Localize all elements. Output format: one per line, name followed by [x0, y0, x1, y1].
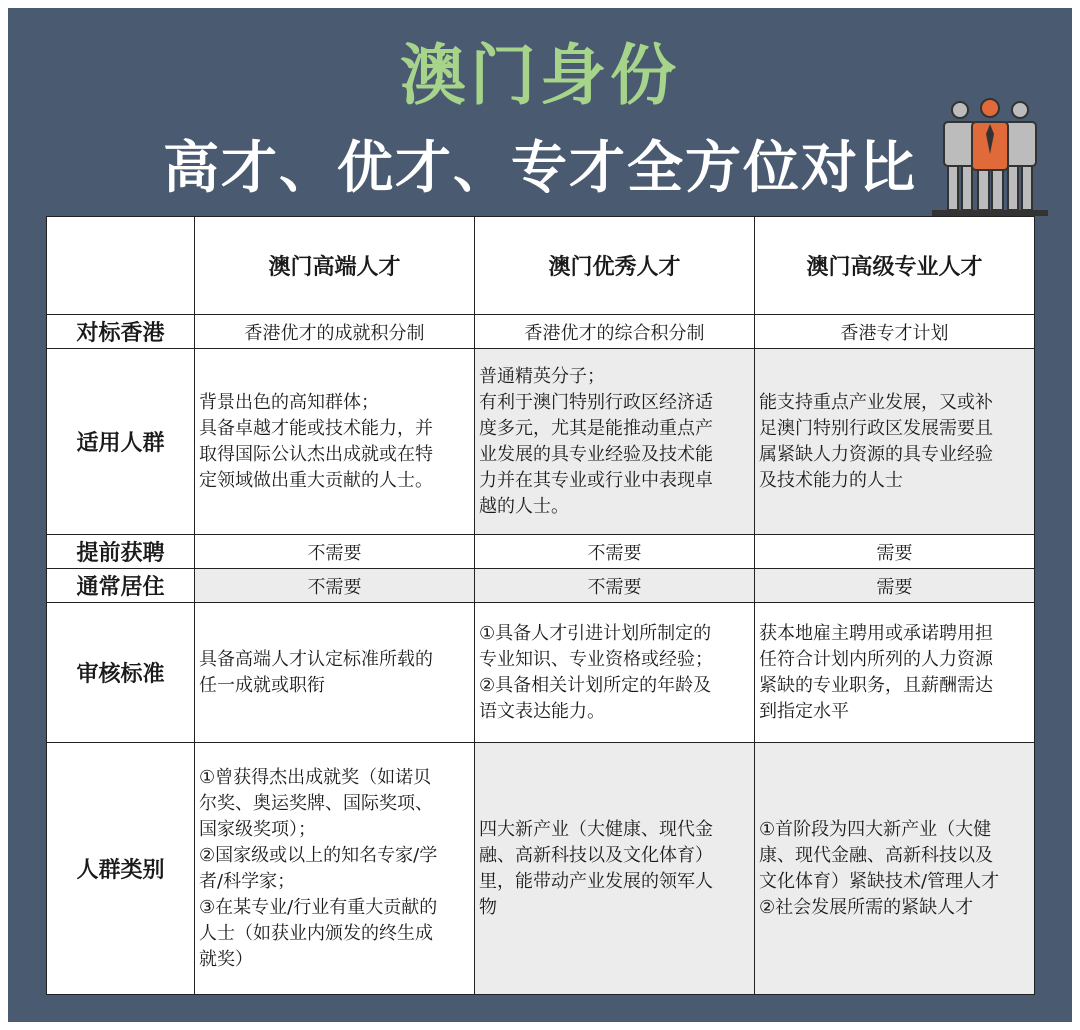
table-cell	[195, 743, 475, 995]
table-cell: 不需要	[195, 535, 475, 569]
table-cell: 不需要	[475, 569, 755, 603]
table-cell	[755, 349, 1035, 535]
cell-line: 属紧缺人力资源的具专业经验	[759, 443, 993, 465]
table-cell: 不需要	[475, 535, 755, 569]
cell-line: 语文表达能力。	[479, 700, 605, 722]
cell-line: 背景出色的高知群体；	[199, 391, 379, 413]
cell-line: 任符合计划内所列的人力资源	[759, 648, 993, 670]
cell-line: 康、现代金融、高新科技以及	[759, 844, 993, 866]
cell-line: 获本地雇主聘用或承诺聘用担	[759, 622, 993, 644]
cell-line: 业发展的具专业经验及技术能	[479, 443, 713, 465]
cell-line: ③在某专业/行业有重大贡献的	[199, 896, 438, 918]
table-row	[47, 569, 1035, 603]
cell-line: 四大新产业（大健康、现代金	[479, 818, 713, 840]
cell-line: ①首阶段为四大新产业（大健	[759, 818, 992, 840]
cell-line: 具备卓越才能或技术能力，并	[199, 417, 433, 439]
cell-line: 紧缺的专业职务，且薪酬需达	[759, 674, 993, 696]
row-label: 对标香港	[47, 315, 195, 349]
table-cell	[195, 349, 475, 535]
table-cell: 不需要	[195, 569, 475, 603]
people-group-icon	[932, 98, 1048, 216]
cell-line: ②社会发展所需的紧缺人才	[759, 896, 974, 918]
cell-line: 到指定水平	[759, 700, 849, 722]
cell-line: 人士（如获业内颁发的终生成	[199, 922, 433, 944]
table-cell: 香港专才计划	[755, 315, 1035, 349]
table-cell	[475, 349, 755, 535]
table-cell: 需要	[755, 535, 1035, 569]
cell-line: 及技术能力的人士	[759, 469, 903, 491]
cell-line: 定领域做出重大贡献的人士。	[199, 469, 433, 491]
cell-line: ②国家级或以上的知名专家/学	[199, 844, 438, 866]
header-excellent-talent: 澳门优秀人才	[475, 217, 755, 315]
table-row	[47, 349, 1035, 535]
comparison-table	[46, 216, 1035, 995]
cell-line: 能支持重点产业发展，又或补	[759, 391, 993, 413]
row-label: 提前获聘	[47, 535, 195, 569]
cell-line: 越的人士。	[479, 495, 569, 517]
cell-line: 物	[479, 896, 497, 918]
table-cell: 香港优才的成就积分制	[195, 315, 475, 349]
cell-line: ①具备人才引进计划所制定的	[479, 622, 712, 644]
table-cell	[195, 603, 475, 743]
cell-line: 力并在其专业或行业中表现卓	[479, 469, 713, 491]
table-row	[47, 743, 1035, 995]
page-subtitle: 高才、优才、专才全方位对比	[163, 136, 917, 201]
cell-line: 融、高新科技以及文化体育）	[479, 844, 713, 866]
cell-line: 任一成就或职衔	[199, 674, 325, 696]
table-cell: 香港优才的综合积分制	[475, 315, 755, 349]
cell-line: 国家级奖项）；	[199, 818, 316, 840]
table-cell	[475, 603, 755, 743]
cell-line: ②具备相关计划所定的年龄及	[479, 674, 712, 696]
cell-line: 就奖）	[199, 948, 253, 970]
header-high-end-talent: 澳门高端人才	[195, 217, 475, 315]
cell-line: 取得国际公认杰出成就或在特	[199, 443, 433, 465]
cell-line: 文化体育）紧缺技术/管理人才	[759, 870, 1000, 892]
table-cell: 需要	[755, 569, 1035, 603]
row-label: 审核标准	[47, 603, 195, 743]
header-cell-empty	[47, 217, 195, 315]
cell-line: 有利于澳门特别行政区经济适	[479, 391, 713, 413]
cell-line: 度多元，尤其是能推动重点产	[479, 417, 713, 439]
cell-line: 专业知识、专业资格或经验；	[479, 648, 713, 670]
header-senior-professional: 澳门高级专业人才	[755, 217, 1035, 315]
cell-line: ①曾获得杰出成就奖（如诺贝	[199, 766, 432, 788]
row-label: 通常居住	[47, 569, 195, 603]
cell-line: 者/科学家；	[199, 870, 296, 892]
table-row	[47, 603, 1035, 743]
row-label: 适用人群	[47, 349, 195, 535]
row-label: 人群类别	[47, 743, 195, 995]
cell-line: 里，能带动产业发展的领军人	[479, 870, 713, 892]
page-title: 澳门身份	[400, 37, 680, 114]
cell-line: 足澳门特别行政区发展需要且	[759, 417, 993, 439]
table-cell	[755, 603, 1035, 743]
cell-line: 具备高端人才认定标准所载的	[199, 648, 433, 670]
table-row	[47, 535, 1035, 569]
table-row	[47, 315, 1035, 349]
cell-line: 普通精英分子；	[479, 365, 605, 387]
table-header-row	[47, 217, 1035, 315]
table-cell	[475, 743, 755, 995]
table-cell	[755, 743, 1035, 995]
cell-line: 尔奖、奥运奖牌、国际奖项、	[199, 792, 433, 814]
